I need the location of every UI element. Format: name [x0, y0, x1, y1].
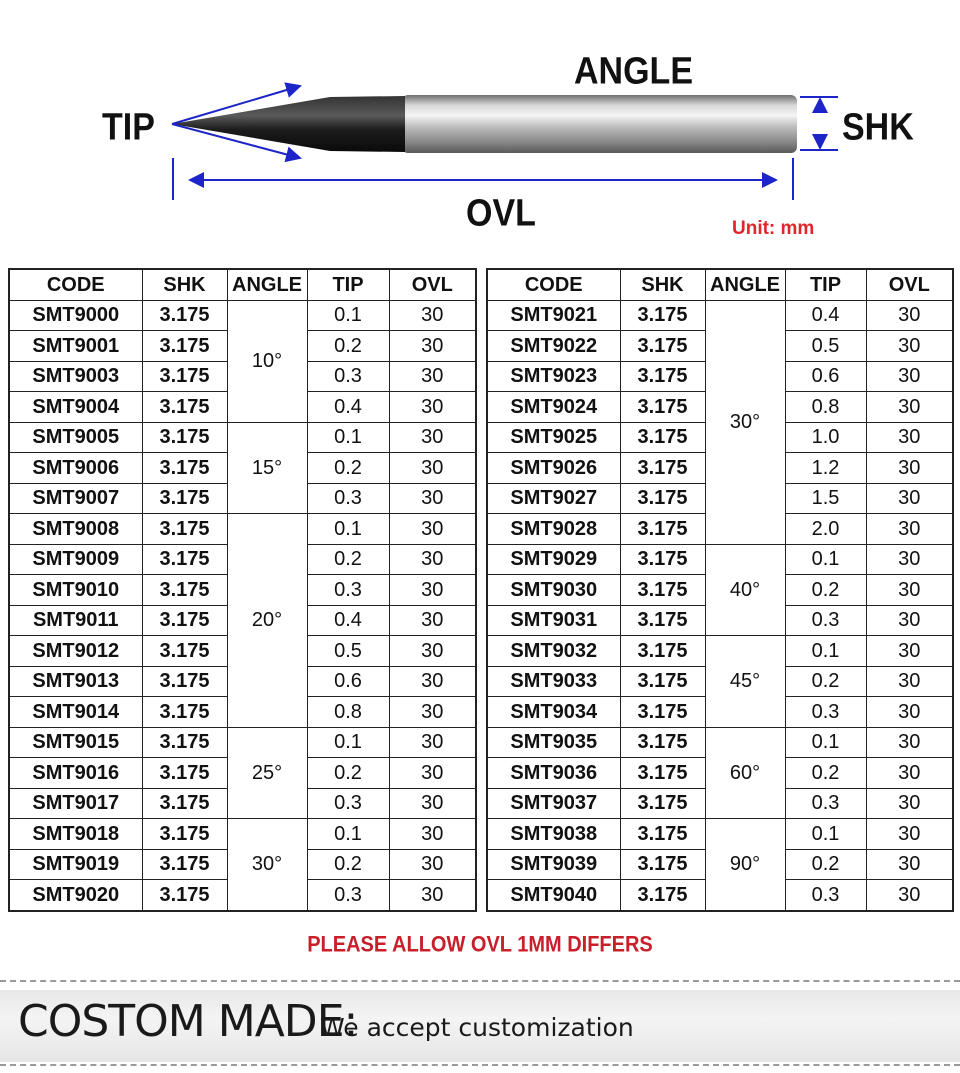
- cell-tip: 0.3: [307, 575, 389, 606]
- cell-code: SMT9030: [487, 575, 620, 606]
- header-ovl: OVL: [389, 269, 476, 300]
- table-row: [487, 636, 953, 667]
- divider-bottom: [0, 1064, 960, 1066]
- cell-tip: 0.3: [307, 788, 389, 819]
- cell-shk: 3.175: [142, 758, 227, 789]
- cell-shk: 3.175: [142, 575, 227, 606]
- cell-ovl: 30: [866, 361, 953, 392]
- cell-tip: 0.1: [785, 636, 866, 667]
- cell-tip: 0.3: [307, 880, 389, 911]
- cell-tip: 1.2: [785, 453, 866, 484]
- cell-tip: 0.2: [785, 575, 866, 606]
- cell-ovl: 30: [389, 361, 476, 392]
- spec-table-right-body: [487, 300, 953, 911]
- cell-code: SMT9003: [9, 361, 142, 392]
- table-header-row: [487, 269, 953, 300]
- cell-ovl: 30: [389, 666, 476, 697]
- cell-tip: 0.6: [785, 361, 866, 392]
- cell-shk: 3.175: [620, 422, 705, 453]
- cell-ovl: 30: [389, 331, 476, 362]
- cell-shk: 3.175: [620, 361, 705, 392]
- cell-code: SMT9011: [9, 605, 142, 636]
- cell-shk: 3.175: [620, 300, 705, 331]
- cell-tip: 0.2: [307, 849, 389, 880]
- cell-tip: 0.3: [785, 788, 866, 819]
- table-row: [9, 727, 476, 758]
- cell-code: SMT9029: [487, 544, 620, 575]
- header-angle: ANGLE: [705, 269, 785, 300]
- cell-code: SMT9017: [9, 788, 142, 819]
- cell-shk: 3.175: [142, 300, 227, 331]
- cell-shk: 3.175: [142, 422, 227, 453]
- cell-ovl: 30: [389, 880, 476, 911]
- cell-code: SMT9033: [487, 666, 620, 697]
- cell-ovl: 30: [389, 392, 476, 423]
- cell-code: SMT9000: [9, 300, 142, 331]
- cell-shk: 3.175: [142, 849, 227, 880]
- cell-code: SMT9022: [487, 331, 620, 362]
- cell-ovl: 30: [389, 605, 476, 636]
- spec-table-right: [486, 268, 954, 912]
- cell-tip: 0.2: [307, 453, 389, 484]
- cell-angle: 45°: [705, 636, 785, 728]
- cell-shk: 3.175: [620, 819, 705, 850]
- header-shk: SHK: [620, 269, 705, 300]
- cell-ovl: 30: [866, 697, 953, 728]
- cell-tip: 0.8: [307, 697, 389, 728]
- cell-ovl: 30: [389, 636, 476, 667]
- cell-ovl: 30: [389, 575, 476, 606]
- cell-code: SMT9026: [487, 453, 620, 484]
- table-row: [487, 544, 953, 575]
- cell-angle: 40°: [705, 544, 785, 636]
- cell-code: SMT9023: [487, 361, 620, 392]
- cell-ovl: 30: [866, 331, 953, 362]
- cell-shk: 3.175: [142, 331, 227, 362]
- cell-ovl: 30: [866, 300, 953, 331]
- cell-tip: 0.1: [307, 727, 389, 758]
- cell-ovl: 30: [866, 453, 953, 484]
- cell-ovl: 30: [866, 392, 953, 423]
- table-row: [487, 300, 953, 331]
- cell-ovl: 30: [389, 788, 476, 819]
- cell-tip: 1.0: [785, 422, 866, 453]
- cell-tip: 0.3: [785, 697, 866, 728]
- cell-code: SMT9037: [487, 788, 620, 819]
- cell-code: SMT9006: [9, 453, 142, 484]
- cell-ovl: 30: [866, 544, 953, 575]
- cell-tip: 0.3: [785, 605, 866, 636]
- cell-shk: 3.175: [142, 483, 227, 514]
- cell-tip: 0.2: [785, 758, 866, 789]
- cell-shk: 3.175: [620, 514, 705, 545]
- cell-tip: 0.3: [785, 880, 866, 911]
- cell-tip: 0.2: [307, 544, 389, 575]
- cell-code: SMT9032: [487, 636, 620, 667]
- cell-code: SMT9027: [487, 483, 620, 514]
- cell-code: SMT9004: [9, 392, 142, 423]
- cell-code: SMT9025: [487, 422, 620, 453]
- cell-ovl: 30: [389, 849, 476, 880]
- cell-code: SMT9013: [9, 666, 142, 697]
- cell-ovl: 30: [389, 819, 476, 850]
- cell-ovl: 30: [389, 514, 476, 545]
- cell-code: SMT9034: [487, 697, 620, 728]
- cell-shk: 3.175: [142, 697, 227, 728]
- cell-ovl: 30: [866, 575, 953, 606]
- cell-ovl: 30: [866, 819, 953, 850]
- table-row: [9, 300, 476, 331]
- cell-tip: 0.1: [785, 544, 866, 575]
- cell-code: SMT9031: [487, 605, 620, 636]
- header-shk: SHK: [142, 269, 227, 300]
- cell-code: SMT9036: [487, 758, 620, 789]
- cell-shk: 3.175: [620, 758, 705, 789]
- cell-code: SMT9014: [9, 697, 142, 728]
- unit-label: Unit: mm: [732, 218, 815, 239]
- cell-ovl: 30: [866, 849, 953, 880]
- cell-shk: 3.175: [620, 575, 705, 606]
- cell-shk: 3.175: [620, 544, 705, 575]
- header-code: CODE: [487, 269, 620, 300]
- ovl-label: OVL: [466, 191, 536, 235]
- cell-ovl: 30: [866, 605, 953, 636]
- cell-shk: 3.175: [142, 636, 227, 667]
- cell-ovl: 30: [389, 453, 476, 484]
- cell-ovl: 30: [866, 880, 953, 911]
- cell-code: SMT9028: [487, 514, 620, 545]
- cell-shk: 3.175: [142, 453, 227, 484]
- cell-code: SMT9012: [9, 636, 142, 667]
- cell-tip: 0.2: [785, 666, 866, 697]
- cell-code: SMT9016: [9, 758, 142, 789]
- cell-tip: 0.1: [307, 514, 389, 545]
- cell-angle: 25°: [227, 727, 307, 819]
- cell-shk: 3.175: [142, 392, 227, 423]
- cell-tip: 0.1: [307, 422, 389, 453]
- spec-table-left-body: [9, 300, 476, 911]
- cell-shk: 3.175: [620, 605, 705, 636]
- header-angle: ANGLE: [227, 269, 307, 300]
- cell-code: SMT9008: [9, 514, 142, 545]
- angle-label: ANGLE: [574, 49, 693, 93]
- cell-ovl: 30: [866, 758, 953, 789]
- cell-shk: 3.175: [142, 819, 227, 850]
- cell-shk: 3.175: [620, 331, 705, 362]
- cell-code: SMT9040: [487, 880, 620, 911]
- cell-shk: 3.175: [142, 514, 227, 545]
- cell-shk: 3.175: [142, 788, 227, 819]
- ovl-tolerance-note: PLEASE ALLOW OVL 1MM DIFFERS: [307, 932, 653, 958]
- custom-made-subtitle: We accept customization: [320, 1013, 634, 1042]
- cell-ovl: 30: [866, 483, 953, 514]
- cell-tip: 1.5: [785, 483, 866, 514]
- cell-shk: 3.175: [620, 453, 705, 484]
- cell-ovl: 30: [866, 636, 953, 667]
- cell-code: SMT9015: [9, 727, 142, 758]
- cell-shk: 3.175: [620, 636, 705, 667]
- cell-code: SMT9007: [9, 483, 142, 514]
- cell-tip: 0.8: [785, 392, 866, 423]
- cell-shk: 3.175: [620, 849, 705, 880]
- cell-shk: 3.175: [142, 666, 227, 697]
- cell-tip: 0.3: [307, 361, 389, 392]
- cell-angle: 15°: [227, 422, 307, 514]
- cell-shk: 3.175: [620, 666, 705, 697]
- cell-ovl: 30: [389, 483, 476, 514]
- cell-shk: 3.175: [142, 605, 227, 636]
- cell-code: SMT9005: [9, 422, 142, 453]
- header-tip: TIP: [307, 269, 389, 300]
- cell-code: SMT9019: [9, 849, 142, 880]
- shank-body: [402, 95, 797, 153]
- cell-code: SMT9010: [9, 575, 142, 606]
- cell-angle: 90°: [705, 819, 785, 911]
- cell-code: SMT9009: [9, 544, 142, 575]
- cell-tip: 0.4: [785, 300, 866, 331]
- divider-top: [0, 980, 960, 982]
- table-row: [9, 819, 476, 850]
- cell-code: SMT9021: [487, 300, 620, 331]
- cell-ovl: 30: [866, 727, 953, 758]
- cell-ovl: 30: [866, 422, 953, 453]
- cell-ovl: 30: [389, 300, 476, 331]
- header-ovl: OVL: [866, 269, 953, 300]
- cell-ovl: 30: [389, 727, 476, 758]
- cell-angle: 30°: [227, 819, 307, 911]
- cell-ovl: 30: [389, 697, 476, 728]
- cell-tip: 0.1: [785, 727, 866, 758]
- cell-angle: 20°: [227, 514, 307, 728]
- cell-shk: 3.175: [142, 544, 227, 575]
- cell-shk: 3.175: [620, 697, 705, 728]
- cell-tip: 0.2: [785, 849, 866, 880]
- cell-shk: 3.175: [620, 880, 705, 911]
- cell-ovl: 30: [389, 544, 476, 575]
- cell-tip: 0.5: [307, 636, 389, 667]
- cell-shk: 3.175: [142, 361, 227, 392]
- table-row: [9, 514, 476, 545]
- cell-ovl: 30: [866, 514, 953, 545]
- cell-code: SMT9038: [487, 819, 620, 850]
- cell-tip: 0.1: [785, 819, 866, 850]
- cell-shk: 3.175: [620, 392, 705, 423]
- cell-shk: 3.175: [620, 727, 705, 758]
- cell-tip: 0.4: [307, 392, 389, 423]
- cell-tip: 2.0: [785, 514, 866, 545]
- table-row: [9, 422, 476, 453]
- shk-label: SHK: [842, 105, 914, 149]
- cell-angle: 10°: [227, 300, 307, 422]
- table-header-row: [9, 269, 476, 300]
- cell-code: SMT9024: [487, 392, 620, 423]
- cell-angle: 60°: [705, 727, 785, 819]
- table-row: [487, 727, 953, 758]
- cell-code: SMT9035: [487, 727, 620, 758]
- cell-code: SMT9001: [9, 331, 142, 362]
- custom-made-title: COSTOM MADE:: [18, 996, 358, 1047]
- cell-tip: 0.1: [307, 819, 389, 850]
- cell-tip: 0.5: [785, 331, 866, 362]
- cell-tip: 0.6: [307, 666, 389, 697]
- cell-ovl: 30: [866, 666, 953, 697]
- cell-tip: 0.2: [307, 758, 389, 789]
- cell-code: SMT9039: [487, 849, 620, 880]
- header-code: CODE: [9, 269, 142, 300]
- cell-code: SMT9020: [9, 880, 142, 911]
- cell-ovl: 30: [866, 788, 953, 819]
- tip-label: TIP: [102, 105, 155, 149]
- cell-shk: 3.175: [142, 727, 227, 758]
- cell-tip: 0.2: [307, 331, 389, 362]
- cell-code: SMT9018: [9, 819, 142, 850]
- cutting-tip: [172, 96, 405, 152]
- cell-angle: 30°: [705, 300, 785, 544]
- cell-tip: 0.4: [307, 605, 389, 636]
- cell-shk: 3.175: [142, 880, 227, 911]
- header-tip: TIP: [785, 269, 866, 300]
- tool-diagram: [0, 0, 960, 260]
- cell-ovl: 30: [389, 758, 476, 789]
- cell-shk: 3.175: [620, 788, 705, 819]
- table-row: [487, 819, 953, 850]
- cell-ovl: 30: [389, 422, 476, 453]
- cell-tip: 0.3: [307, 483, 389, 514]
- cell-shk: 3.175: [620, 483, 705, 514]
- cell-tip: 0.1: [307, 300, 389, 331]
- spec-table-left: [8, 268, 477, 912]
